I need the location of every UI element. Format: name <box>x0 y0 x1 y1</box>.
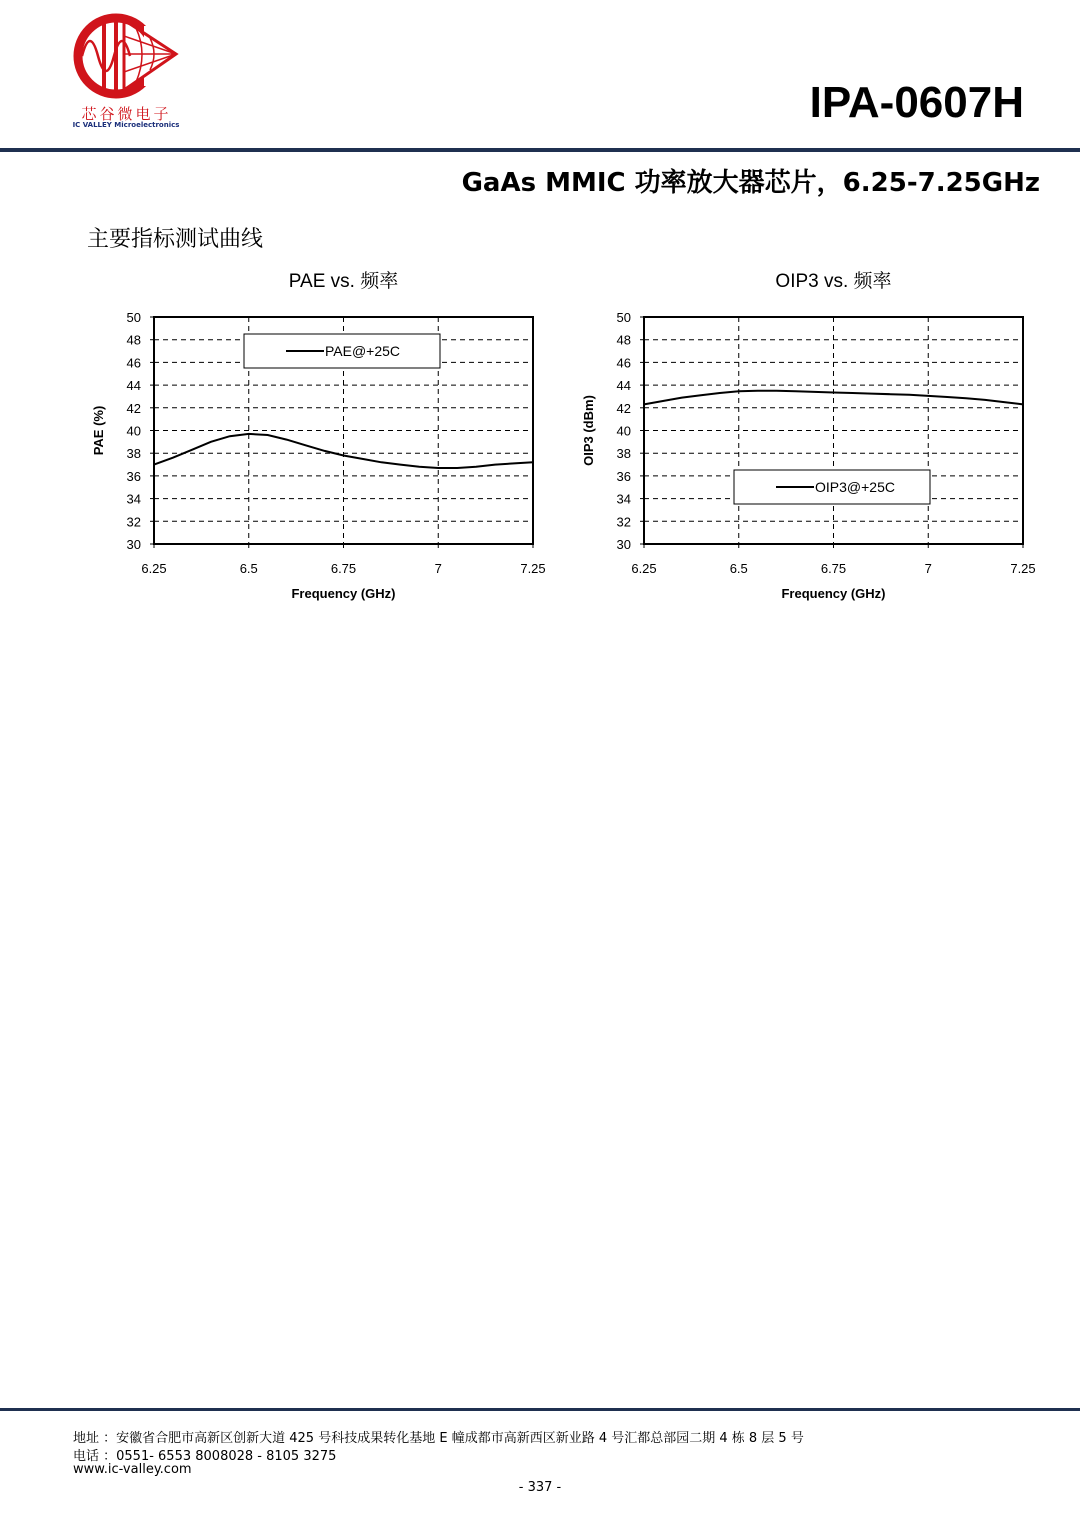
y-tick-label: 36 <box>126 468 141 484</box>
pae-chart <box>70 262 570 622</box>
y-tick-label: 42 <box>126 400 141 416</box>
y-tick-label: 40 <box>126 423 141 439</box>
product-subtitle: GaAs MMIC 功率放大器芯片，6.25-7.25GHz <box>461 168 1040 198</box>
x-axis-label: Frequency (GHz) <box>781 586 886 601</box>
y-tick-label: 42 <box>616 400 631 416</box>
y-tick-label: 32 <box>616 514 631 530</box>
y-tick-label: 30 <box>616 537 631 552</box>
y-tick-label: 46 <box>616 355 631 371</box>
y-tick-label: 50 <box>616 310 631 325</box>
chart-title: OIP3 vs. 频率 <box>775 271 892 292</box>
y-tick-label: 34 <box>126 491 141 507</box>
x-tick-label: 6.5 <box>239 561 258 576</box>
x-tick-label: 6.75 <box>330 561 357 576</box>
x-axis-label: Frequency (GHz) <box>291 586 396 601</box>
y-tick-label: 38 <box>616 446 631 462</box>
y-tick-label: 30 <box>126 537 141 552</box>
y-tick-label: 36 <box>616 468 631 484</box>
pae-chart-svg <box>70 262 570 622</box>
y-tick-label: 34 <box>616 491 631 507</box>
x-tick-label: 6.25 <box>141 561 167 576</box>
y-axis-label: OIP3 (dBm) <box>581 395 596 466</box>
footer-website[interactable]: www.ic-valley.com <box>73 1462 192 1477</box>
oip3-chart-svg <box>560 262 1060 622</box>
page-number: - 337 - <box>518 1480 562 1495</box>
x-tick-label: 7 <box>434 561 442 576</box>
y-tick-label: 40 <box>616 423 631 439</box>
y-tick-label: 50 <box>126 310 141 325</box>
logo-text-cn: 芯谷微电子 <box>81 105 172 123</box>
y-tick-label: 38 <box>126 446 141 462</box>
x-tick-label: 6.75 <box>820 561 847 576</box>
x-tick-label: 7.25 <box>1010 561 1036 576</box>
legend-label: OIP3@+25C <box>815 479 895 495</box>
y-tick-label: 44 <box>126 378 141 394</box>
legend-label: PAE@+25C <box>325 343 401 359</box>
part-number: IPA-0607H <box>809 78 1024 127</box>
x-tick-label: 7 <box>924 561 932 576</box>
x-tick-label: 7.25 <box>520 561 546 576</box>
y-axis-label: PAE (%) <box>91 405 106 456</box>
x-tick-label: 6.5 <box>729 561 748 576</box>
footer-phone: 电话 ：0551- 6553 8008028 - 8105 3275 <box>73 1449 337 1464</box>
oip3-chart <box>560 262 1060 622</box>
x-tick-label: 6.25 <box>631 561 657 576</box>
y-tick-label: 44 <box>616 378 631 394</box>
section-title: 主要指标测试曲线 <box>87 227 264 252</box>
y-tick-label: 48 <box>126 332 141 348</box>
logo-text-en: IC VALLEY Microelectronics <box>72 121 180 129</box>
footer-address: 地址 ：安徽省合肥市高新区创新大道 425 号科技成果转化基地 E 幢成都市高新西区新业路 4 号汇都总部园二期 4 栋 8 层 5 号 <box>73 1431 804 1446</box>
footer-divider <box>0 1408 1080 1411</box>
y-tick-label: 46 <box>126 355 141 371</box>
header-divider <box>0 148 1080 152</box>
chart-title: PAE vs. 频率 <box>288 271 399 292</box>
y-tick-label: 48 <box>616 332 631 348</box>
y-tick-label: 32 <box>126 514 141 530</box>
